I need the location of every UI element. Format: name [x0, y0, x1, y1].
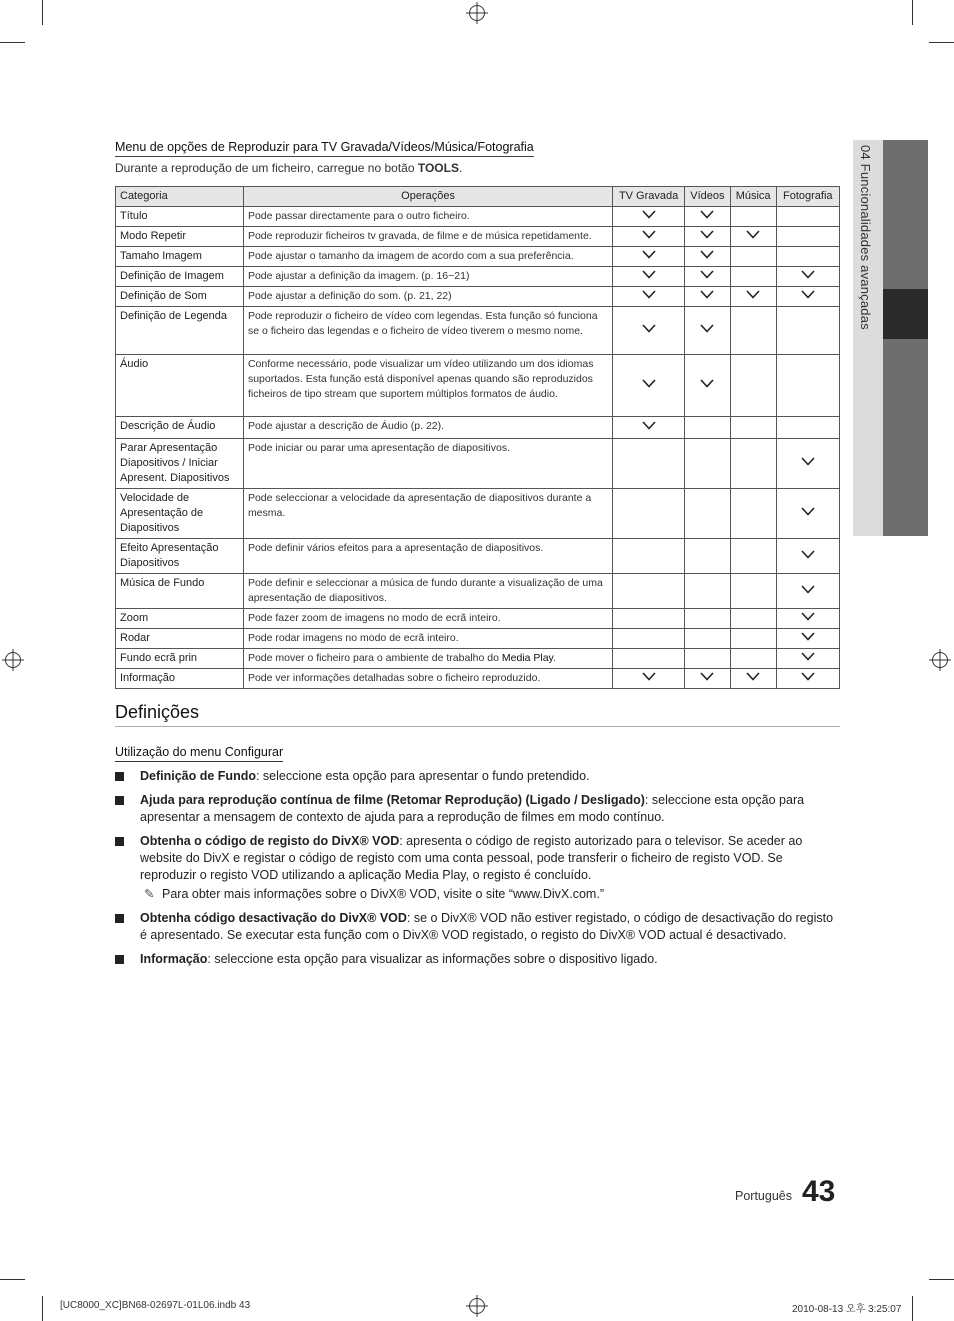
support-cell-mus — [730, 669, 776, 689]
operation-cell: Pode ver informações detalhadas sobre o ficheiro reproduzido. — [243, 669, 612, 689]
list-item — [115, 910, 840, 944]
operation-cell: Pode reproduzir ficheiros tv gravada, de filme e de música repetidamente. — [243, 227, 612, 247]
table-row — [116, 649, 840, 669]
table-row — [116, 609, 840, 629]
support-cell-tv — [613, 489, 685, 539]
support-cell-vid — [684, 609, 730, 629]
support-cell-tv — [613, 649, 685, 669]
table-row — [116, 287, 840, 307]
item-text: : seleccione esta opção para apresentar o fundo pretendido. — [255, 769, 590, 783]
category-cell: Efeito Apresentação Diapositivos — [116, 539, 244, 574]
table-row — [116, 489, 840, 539]
support-cell-foto — [776, 489, 839, 539]
support-cell-foto — [776, 439, 839, 489]
operation-cell: Pode ajustar o tamanho da imagem de acordo com a sua preferência. — [243, 247, 612, 267]
support-cell-vid — [684, 207, 730, 227]
support-cell-tv — [613, 287, 685, 307]
check-icon — [801, 652, 815, 664]
table-row — [116, 307, 840, 355]
list-item — [115, 833, 840, 903]
support-cell-mus — [730, 207, 776, 227]
item-label: Definição de Fundo — [140, 769, 256, 783]
check-icon — [642, 672, 656, 684]
check-icon — [801, 550, 815, 562]
check-icon — [746, 672, 760, 684]
column-header: Categoria — [116, 187, 244, 207]
category-cell: Definição de Legenda — [116, 307, 244, 355]
support-cell-vid — [684, 267, 730, 287]
operation-bold: Media Play — [501, 652, 554, 664]
check-icon — [801, 632, 815, 644]
check-icon — [642, 379, 656, 391]
list-item — [115, 768, 840, 785]
column-header: TV Gravada — [613, 187, 685, 207]
operation-cell: Pode ajustar a definição da imagem. (p. 16~21) — [243, 267, 612, 287]
bullet-icon — [115, 955, 124, 964]
note-text: Para obter mais informações sobre o DivX® VOD, visite o site “www.DivX.com.” — [162, 887, 604, 901]
operation-cell: Pode iniciar ou parar uma apresentação de diapositivos. — [243, 439, 612, 489]
operation-cell: Pode seleccionar a velocidade da apresentação de diapositivos durante a mesma. — [243, 489, 612, 539]
support-cell-foto — [776, 609, 839, 629]
support-cell-foto — [776, 649, 839, 669]
support-cell-vid — [684, 355, 730, 417]
pencil-note-icon: ✎ — [144, 887, 155, 901]
registration-mark-icon — [932, 652, 948, 668]
support-cell-tv — [613, 669, 685, 689]
crop-mark — [912, 0, 913, 25]
check-icon — [801, 585, 815, 597]
support-cell-foto — [776, 539, 839, 574]
crop-mark — [42, 0, 43, 25]
item-label: Obtenha o código de registo do DivX® VOD — [140, 834, 400, 848]
crop-mark — [42, 1296, 43, 1321]
support-cell-tv — [613, 629, 685, 649]
support-cell-mus — [730, 629, 776, 649]
operation-cell: Pode passar directamente para o outro ficheiro. — [243, 207, 612, 227]
operation-cell: Pode reproduzir o ficheiro de vídeo com legendas. Esta função só funciona se o ficheiro das legendas e o ficheiro de vídeo tiverem o mesmo nome. — [243, 307, 612, 355]
support-cell-tv — [613, 439, 685, 489]
category-cell: Parar Apresentação Diapositivos / Iniciar Apresent. Diapositivos — [116, 439, 244, 489]
table-row — [116, 267, 840, 287]
category-cell: Informação — [116, 669, 244, 689]
support-cell-vid — [684, 307, 730, 355]
check-icon — [642, 290, 656, 302]
support-cell-foto — [776, 355, 839, 417]
definitions-subtitle: Utilização do menu Configurar — [115, 745, 283, 762]
support-cell-vid — [684, 669, 730, 689]
support-cell-mus — [730, 439, 776, 489]
item-label: Obtenha código desactivação do DivX® VOD — [140, 911, 407, 925]
support-cell-mus — [730, 489, 776, 539]
operation-cell: Pode ajustar a definição do som. (p. 21, 22) — [243, 287, 612, 307]
support-cell-tv — [613, 574, 685, 609]
category-cell: Zoom — [116, 609, 244, 629]
section-title: Menu de opções de Reproduzir para TV Gravada/Vídeos/Música/Fotografia — [115, 140, 534, 157]
support-cell-vid — [684, 574, 730, 609]
registration-mark-icon — [469, 1298, 485, 1314]
support-cell-foto — [776, 227, 839, 247]
table-row — [116, 207, 840, 227]
table-row — [116, 539, 840, 574]
table-row — [116, 355, 840, 417]
support-cell-tv — [613, 307, 685, 355]
check-icon — [700, 210, 714, 222]
table-row — [116, 227, 840, 247]
print-info-right: 2010-08-13 오후 3:25:07 — [792, 1304, 902, 1315]
item-label: Ajuda para reprodução contínua de filme (Retomar Reprodução) (Ligado / Desligado) — [140, 793, 645, 807]
crop-mark — [0, 42, 25, 43]
check-icon — [700, 270, 714, 282]
support-cell-foto — [776, 287, 839, 307]
check-icon — [700, 250, 714, 262]
support-cell-mus — [730, 267, 776, 287]
side-tab-indicator — [883, 289, 928, 339]
support-cell-mus — [730, 417, 776, 439]
support-cell-foto — [776, 669, 839, 689]
support-cell-foto — [776, 417, 839, 439]
support-cell-tv — [613, 267, 685, 287]
list-item — [115, 792, 840, 826]
support-cell-vid — [684, 417, 730, 439]
table-row — [116, 669, 840, 689]
category-cell: Rodar — [116, 629, 244, 649]
crop-mark — [929, 1279, 954, 1280]
support-cell-mus — [730, 307, 776, 355]
support-cell-mus — [730, 247, 776, 267]
support-cell-foto — [776, 267, 839, 287]
operation-cell — [243, 649, 612, 669]
support-cell-tv — [613, 355, 685, 417]
table-row — [116, 247, 840, 267]
check-icon — [700, 379, 714, 391]
item-text: : apresenta o código de registo autorizado para o televisor. Se aceder ao website do DivX e registar o código de registo com uma conta pessoal, pode transferir o ficheiro de registo VOD. Se reproduzir o registo VOD utilizando a aplicação Media Play, o registo é concluído. — [140, 834, 803, 882]
bullet-icon — [115, 914, 124, 923]
operation-cell: Pode definir e seleccionar a música de fundo durante a visualização de uma apresentação de diapositivos. — [243, 574, 612, 609]
support-cell-vid — [684, 539, 730, 574]
check-icon — [642, 210, 656, 222]
support-cell-tv — [613, 417, 685, 439]
side-tab-label: 04 Funcionalidades avançadas — [858, 145, 873, 330]
support-cell-foto — [776, 307, 839, 355]
page-number: 43 — [802, 1175, 836, 1208]
support-cell-mus — [730, 609, 776, 629]
definitions-title: Definições — [115, 702, 840, 727]
check-icon — [642, 230, 656, 242]
support-cell-foto — [776, 629, 839, 649]
check-icon — [801, 457, 815, 469]
item-text: : seleccione esta opção para visualizar as informações sobre o dispositivo ligado. — [207, 952, 658, 966]
column-header: Fotografia — [776, 187, 839, 207]
support-cell-vid — [684, 489, 730, 539]
list-item — [115, 951, 840, 968]
support-cell-tv — [613, 539, 685, 574]
support-cell-foto — [776, 574, 839, 609]
support-cell-tv — [613, 609, 685, 629]
support-cell-mus — [730, 287, 776, 307]
item-text: : se o DivX® VOD não estiver registado, o código de desactivação do registo é apresentado. Se executar esta função com o DivX® VOD registado, o registo do DivX® VOD actual é desactivado. — [140, 911, 834, 942]
check-icon — [642, 421, 656, 433]
support-cell-vid — [684, 287, 730, 307]
check-icon — [746, 290, 760, 302]
crop-mark — [929, 42, 954, 43]
category-cell: Velocidade de Apresentação de Diapositivos — [116, 489, 244, 539]
check-icon — [801, 612, 815, 624]
support-cell-foto — [776, 207, 839, 227]
support-cell-foto — [776, 247, 839, 267]
column-header: Operações — [243, 187, 612, 207]
item-text: : seleccione esta opção para apresentar a mensagem de contexto de ajuda para a reprodução de filmes em modo contínuo. — [140, 793, 805, 824]
category-cell: Título — [116, 207, 244, 227]
support-cell-tv — [613, 227, 685, 247]
check-icon — [801, 507, 815, 519]
table-header-row — [116, 187, 840, 207]
support-cell-mus — [730, 355, 776, 417]
operation-cell: Pode rodar imagens no modo de ecrã inteiro. — [243, 629, 612, 649]
column-header: Música — [730, 187, 776, 207]
table-row — [116, 439, 840, 489]
table-row — [116, 574, 840, 609]
support-cell-mus — [730, 649, 776, 669]
crop-mark — [0, 1279, 25, 1280]
crop-mark — [912, 1296, 913, 1321]
print-info-left: [UC8000_XC]BN68-02697L-01L06.indb 43 — [60, 1300, 251, 1311]
operation-cell: Pode definir vários efeitos para a apresentação de diapositivos. — [243, 539, 612, 574]
support-cell-vid — [684, 649, 730, 669]
check-icon — [642, 250, 656, 262]
support-cell-mus — [730, 227, 776, 247]
support-cell-vid — [684, 439, 730, 489]
bullet-icon — [115, 772, 124, 781]
support-cell-tv — [613, 207, 685, 227]
support-cell-mus — [730, 574, 776, 609]
registration-mark-icon — [5, 652, 21, 668]
category-cell: Descrição de Áudio — [116, 417, 244, 439]
check-icon — [801, 290, 815, 302]
check-icon — [700, 672, 714, 684]
bullet-icon — [115, 796, 124, 805]
support-cell-mus — [730, 539, 776, 574]
support-cell-vid — [684, 629, 730, 649]
check-icon — [642, 324, 656, 336]
operation-text: Pode mover o ficheiro para o ambiente de trabalho do — [247, 652, 502, 664]
table-row — [116, 417, 840, 439]
check-icon — [746, 230, 760, 242]
check-icon — [642, 270, 656, 282]
footer-language: Português — [735, 1189, 792, 1203]
check-icon — [801, 270, 815, 282]
operations-table — [115, 186, 840, 689]
registration-mark-icon — [469, 5, 485, 21]
category-cell: Fundo ecrã prin — [116, 649, 244, 669]
category-cell: Tamaho Imagem — [116, 247, 244, 267]
category-cell: Definição de Som — [116, 287, 244, 307]
operation-cell: Conforme necessário, pode visualizar um vídeo utilizando um dos idiomas suportados. Esta função está disponível apenas quando são reproduzidos ficheiros de tipo stream que suportem múltiplos formatos de áudio. — [243, 355, 612, 417]
support-cell-vid — [684, 247, 730, 267]
check-icon — [700, 324, 714, 336]
support-cell-vid — [684, 227, 730, 247]
intro-text: Durante a reprodução de um ficheiro, carregue no botão TOOLS. — [115, 161, 463, 175]
operation-cell: Pode ajustar a descrição de Áudio (p. 22). — [243, 417, 612, 439]
support-cell-tv — [613, 247, 685, 267]
table-row — [116, 629, 840, 649]
operation-cell: Pode fazer zoom de imagens no modo de ecrã inteiro. — [243, 609, 612, 629]
operation-end: . — [553, 652, 556, 664]
category-cell: Música de Fundo — [116, 574, 244, 609]
definitions-list — [115, 768, 840, 975]
column-header: Vídeos — [684, 187, 730, 207]
check-icon — [801, 672, 815, 684]
item-label: Informação — [140, 952, 208, 966]
category-cell: Áudio — [116, 355, 244, 417]
note — [140, 886, 840, 903]
bullet-icon — [115, 837, 124, 846]
category-cell: Modo Repetir — [116, 227, 244, 247]
check-icon — [700, 290, 714, 302]
category-cell: Definição de Imagem — [116, 267, 244, 287]
check-icon — [700, 230, 714, 242]
